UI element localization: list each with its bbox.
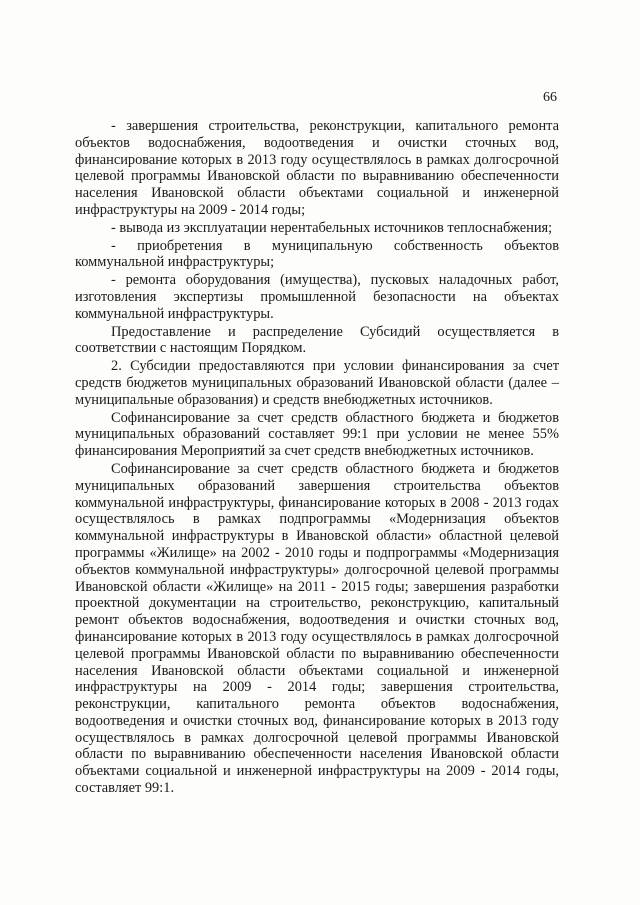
paragraph-list-item-1: - завершения строительства, реконструкции, капитального ремонта объектов водоснабжения, водоотведения и очистки сточных вод, финансирование которых в 2013 году осуществлялось в рамках долгосрочной целевой программы Ивановской области по выравниванию обеспеченности населения Ивановской области объектами социальной и инженерной инфраструктуры на 2009 - 2014 годы;	[75, 118, 559, 218]
paragraph-cofinancing-ratio: Софинансирование за счет средств областного бюджета и бюджетов муниципальных образований составляет 99:1 при условии не менее 55% финансирования Мероприятий за счет средств внебюджетных источников.	[75, 409, 559, 460]
paragraph-procedure: Предоставление и распределение Субсидий осуществляется в соответствии с настоящим Порядком.	[75, 323, 559, 357]
document-body	[75, 118, 559, 798]
paragraph-section-2: 2. Субсидии предоставляются при условии финансирования за счет средств бюджетов муниципальных образований Ивановской области (далее – муниципальные образования) и средств внебюджетных источников.	[75, 358, 559, 408]
paragraph-list-item-2: - вывода из эксплуатации нерентабельных источников теплоснабжения;	[111, 219, 553, 236]
paragraph-cofinancing-completion: Софинансирование за счет средств областного бюджета и бюджетов муниципальных образований завершения строительства объектов коммунальной инфраструктуры, финансирование которых в 2008 - 2013 годах осуществлялось в рамках подпрограммы «Модернизация объектов коммунальной инфраструктуры в Ивановской области» областной целевой программы «Жилище» на 2002 - 2010 годы и подпрограммы «Модернизация объектов коммунальной инфраструктуры» долгосрочной целевой программы Ивановской области «Жилище» на 2011 - 2015 годы; завершения разработки проектной документации на строительство, реконструкцию, капитальный ремонт объектов водоснабжения, водоотведения и очистки сточных вод, финансирование которых в 2013 году осуществлялось в рамках долгосрочной целевой программы Ивановской области по выравниванию обеспеченности населения Ивановской области объектами социальной и инженерной инфраструктуры на 2009 - 2014 годы; завершения строительства, реконструкции, капитального ремонта объектов водоснабжения, водоотведения и очистки сточных вод, финансирование которых в 2013 году осуществлялось в рамках долгосрочной целевой программы Ивановской области по выравниванию обеспеченности населения Ивановской области объектами социальной и инженерной инфраструктуры на 2009 - 2014 годы, составляет 99:1.	[75, 460, 559, 797]
paragraph-list-item-3: - приобретения в муниципальную собственность объектов коммунальной инфраструктуры;	[75, 237, 559, 271]
page-number: 66	[543, 90, 557, 105]
paragraph-list-item-4: - ремонта оборудования (имущества), пусковых наладочных работ, изготовления экспертизы промышленной безопасности на объектах коммунальной инфраструктуры.	[75, 272, 559, 322]
